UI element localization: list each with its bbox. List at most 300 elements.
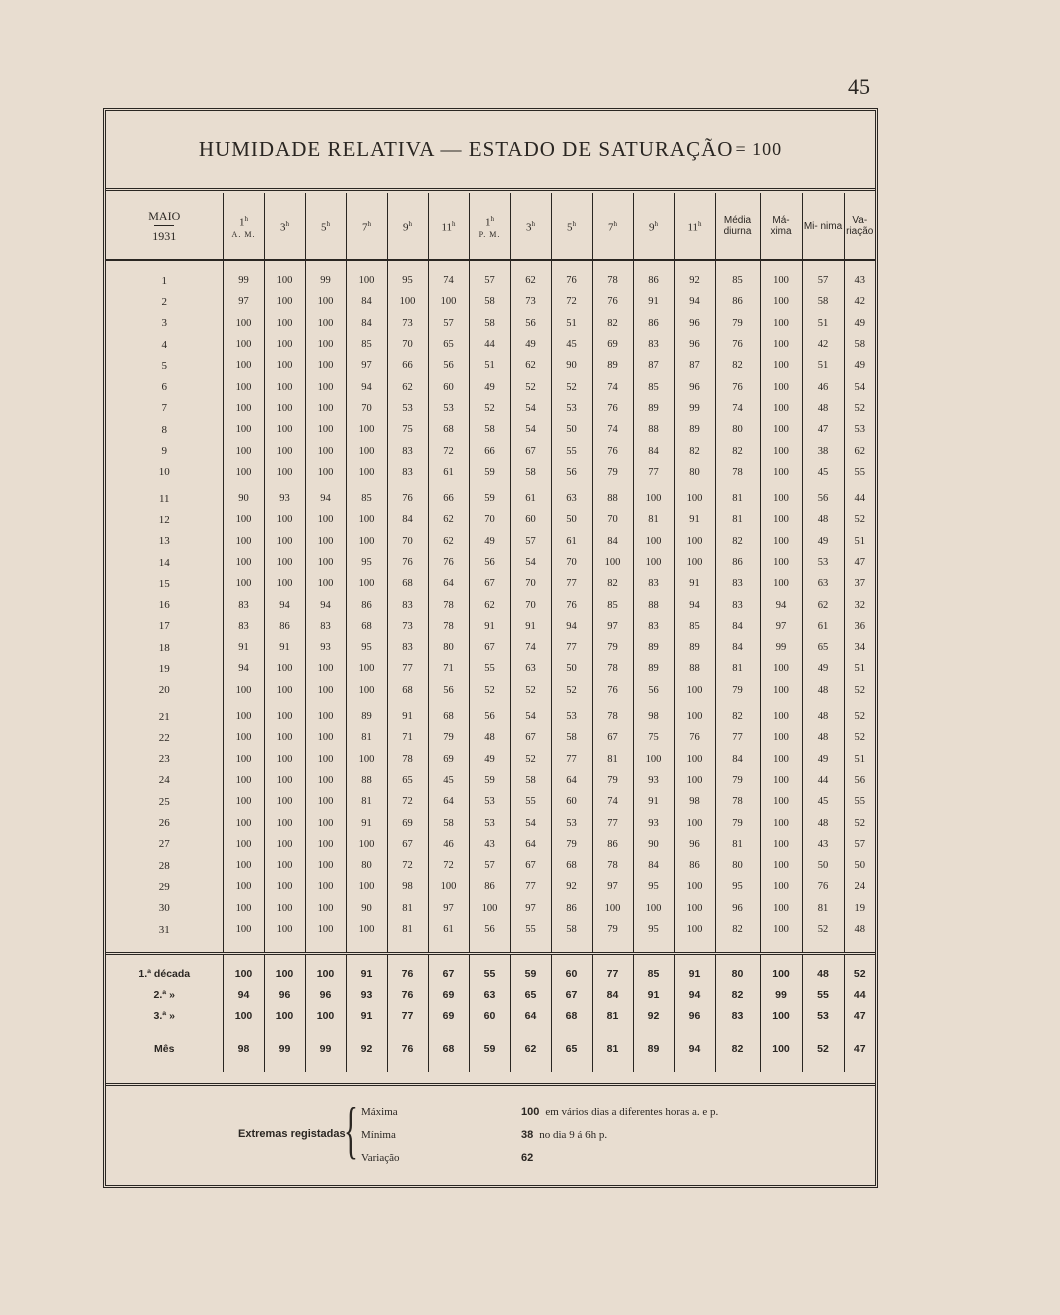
table-cell: 100 bbox=[760, 440, 802, 461]
table-cell: 81 bbox=[592, 1026, 633, 1072]
table-cell: 48 bbox=[802, 680, 844, 701]
table-cell: 100 bbox=[760, 488, 802, 509]
table-cell: 99 bbox=[760, 984, 802, 1005]
table-row bbox=[106, 898, 875, 919]
table-cell: 90 bbox=[551, 355, 592, 376]
table-cell: 100 bbox=[223, 770, 264, 791]
table-cell: 81 bbox=[715, 509, 760, 530]
table-cell: 91 bbox=[346, 812, 387, 833]
table-cell: 69 bbox=[428, 984, 469, 1005]
table-cell: 84 bbox=[715, 637, 760, 658]
table-cell: 69 bbox=[428, 1005, 469, 1026]
row-label: 31 bbox=[158, 923, 170, 936]
summary-row bbox=[106, 954, 875, 985]
table-cell: 92 bbox=[633, 1005, 674, 1026]
table-cell: 58 bbox=[469, 313, 510, 334]
table-cell: 80 bbox=[715, 855, 760, 876]
table-cell: 100 bbox=[674, 898, 715, 919]
table-row bbox=[106, 680, 875, 701]
table-cell: 100 bbox=[674, 488, 715, 509]
table-cell: 100 bbox=[305, 898, 346, 919]
table-cell: 50 bbox=[802, 855, 844, 876]
table-cell: 52 bbox=[469, 398, 510, 419]
table-cell: 83 bbox=[715, 594, 760, 615]
table-cell: 98 bbox=[674, 791, 715, 812]
table-cell: 61 bbox=[428, 919, 469, 954]
table-cell: 78 bbox=[592, 260, 633, 291]
table-cell: 76 bbox=[802, 876, 844, 897]
table-cell: 84 bbox=[387, 509, 428, 530]
table-cell: 61 bbox=[802, 616, 844, 637]
table-cell: 56 bbox=[469, 706, 510, 727]
table-cell: 100 bbox=[305, 419, 346, 440]
table-cell: 100 bbox=[760, 1005, 802, 1026]
table-cell: 79 bbox=[592, 919, 633, 954]
hour-label: 3 bbox=[526, 221, 532, 234]
table-cell: 86 bbox=[469, 876, 510, 897]
table-cell: 85 bbox=[715, 260, 760, 291]
hour-label: 5 bbox=[321, 221, 327, 234]
table-cell: 84 bbox=[346, 313, 387, 334]
table-cell: 91 bbox=[674, 573, 715, 594]
table-cell: 77 bbox=[592, 812, 633, 833]
table-cell: 81 bbox=[802, 898, 844, 919]
table-cell: 73 bbox=[387, 616, 428, 637]
table-cell: 92 bbox=[674, 260, 715, 291]
table-cell: 49 bbox=[469, 376, 510, 397]
table-cell: 85 bbox=[633, 376, 674, 397]
table-cell: 55 bbox=[551, 440, 592, 461]
stat-header: Má- xima bbox=[760, 193, 802, 260]
table-cell: 60 bbox=[551, 791, 592, 812]
table-cell: 85 bbox=[633, 954, 674, 985]
row-label: 16 bbox=[158, 599, 170, 612]
table-row bbox=[106, 749, 875, 770]
table-cell: 81 bbox=[387, 919, 428, 954]
table-cell: 100 bbox=[264, 812, 305, 833]
table-cell: 100 bbox=[760, 291, 802, 312]
title-main: HUMIDADE RELATIVA — ESTADO DE SATURAÇÃO bbox=[198, 137, 734, 161]
table-cell: 75 bbox=[387, 419, 428, 440]
table-cell: 100 bbox=[760, 552, 802, 573]
table-cell: 54 bbox=[510, 812, 551, 833]
table-cell: 75 bbox=[633, 727, 674, 748]
table-cell: 98 bbox=[223, 1026, 264, 1072]
table-cell: 81 bbox=[346, 727, 387, 748]
table-cell: 100 bbox=[346, 658, 387, 679]
table-cell: 56 bbox=[428, 680, 469, 701]
table-cell: 100 bbox=[223, 334, 264, 355]
table-cell: 59 bbox=[469, 488, 510, 509]
table-cell: 72 bbox=[428, 855, 469, 876]
table-cell: 100 bbox=[223, 749, 264, 770]
table-cell: 24 bbox=[844, 876, 875, 897]
table-cell: 97 bbox=[223, 291, 264, 312]
table-cell: 100 bbox=[674, 749, 715, 770]
table-cell: 89 bbox=[633, 658, 674, 679]
table-cell: 52 bbox=[802, 919, 844, 954]
table-row bbox=[106, 531, 875, 552]
table-cell: 100 bbox=[264, 419, 305, 440]
table-title bbox=[106, 111, 875, 191]
table-cell: 70 bbox=[346, 398, 387, 419]
table-cell: 94 bbox=[674, 984, 715, 1005]
table-cell: 96 bbox=[305, 984, 346, 1005]
table-cell: 47 bbox=[844, 552, 875, 573]
table-cell: 49 bbox=[802, 531, 844, 552]
table-cell: 47 bbox=[844, 1005, 875, 1026]
table-cell: 59 bbox=[469, 1026, 510, 1072]
table-cell: 100 bbox=[305, 509, 346, 530]
table-cell: 69 bbox=[428, 749, 469, 770]
hour-period: P. M. bbox=[478, 229, 501, 239]
table-cell: 96 bbox=[674, 1005, 715, 1026]
table-cell: 94 bbox=[760, 594, 802, 615]
table-cell: 94 bbox=[674, 594, 715, 615]
month-label: MAIO bbox=[148, 209, 181, 223]
table-cell: 94 bbox=[223, 984, 264, 1005]
table-cell: 93 bbox=[346, 984, 387, 1005]
table-row bbox=[106, 260, 875, 291]
table-cell: 100 bbox=[674, 706, 715, 727]
row-label: 1.ª década bbox=[106, 954, 223, 985]
table-cell: 100 bbox=[264, 855, 305, 876]
table-cell: 81 bbox=[715, 658, 760, 679]
table-cell: 76 bbox=[387, 954, 428, 985]
table-cell: 87 bbox=[633, 355, 674, 376]
hour-label: 11 bbox=[687, 221, 699, 234]
table-cell: 100 bbox=[760, 749, 802, 770]
table-cell: 48 bbox=[802, 812, 844, 833]
table-cell: 100 bbox=[760, 791, 802, 812]
table-cell: 58 bbox=[802, 291, 844, 312]
table-cell: 100 bbox=[633, 552, 674, 573]
table-cell: 88 bbox=[674, 658, 715, 679]
table-cell: 62 bbox=[510, 355, 551, 376]
table-cell: 70 bbox=[469, 509, 510, 530]
row-label: 18 bbox=[158, 641, 170, 654]
table-cell: 95 bbox=[715, 876, 760, 897]
table-cell: 100 bbox=[760, 313, 802, 334]
table-cell: 48 bbox=[844, 919, 875, 954]
humidity-table bbox=[106, 193, 875, 1072]
extreme-min-note: no dia 9 á 6h p. bbox=[539, 1129, 608, 1141]
table-cell: 53 bbox=[469, 791, 510, 812]
table-cell: 100 bbox=[674, 531, 715, 552]
row-label: 10 bbox=[158, 466, 170, 479]
table-cell: 100 bbox=[223, 954, 264, 985]
table-cell: 100 bbox=[674, 876, 715, 897]
table-cell: 99 bbox=[760, 637, 802, 658]
extreme-max-row bbox=[361, 1106, 718, 1118]
table-cell: 84 bbox=[592, 984, 633, 1005]
table-cell: 78 bbox=[428, 616, 469, 637]
row-label: 15 bbox=[158, 577, 170, 590]
table-cell: 97 bbox=[346, 355, 387, 376]
table-cell: 53 bbox=[428, 398, 469, 419]
table-cell: 100 bbox=[305, 658, 346, 679]
table-cell: 68 bbox=[551, 1005, 592, 1026]
table-cell: 100 bbox=[760, 376, 802, 397]
extreme-min-name: Mínima bbox=[361, 1129, 396, 1141]
table-cell: 100 bbox=[223, 919, 264, 954]
table-cell: 91 bbox=[510, 616, 551, 637]
table-cell: 65 bbox=[428, 334, 469, 355]
table-cell: 86 bbox=[715, 291, 760, 312]
table-cell: 63 bbox=[802, 573, 844, 594]
table-cell: 100 bbox=[760, 462, 802, 483]
table-cell: 100 bbox=[223, 1005, 264, 1026]
hour-header: 7$^h$ bbox=[592, 193, 633, 260]
table-row bbox=[106, 419, 875, 440]
table-row bbox=[106, 509, 875, 530]
table-cell: 52 bbox=[551, 680, 592, 701]
table-cell: 53 bbox=[551, 706, 592, 727]
table-cell: 77 bbox=[715, 727, 760, 748]
table-cell: 91 bbox=[346, 1005, 387, 1026]
table-cell: 100 bbox=[760, 834, 802, 855]
table-cell: 79 bbox=[592, 462, 633, 483]
table-cell: 68 bbox=[428, 706, 469, 727]
table-cell: 82 bbox=[715, 1026, 760, 1072]
hour-label: 9 bbox=[403, 221, 409, 234]
table-cell: 100 bbox=[223, 398, 264, 419]
table-cell: 89 bbox=[633, 398, 674, 419]
table-cell: 43 bbox=[469, 834, 510, 855]
table-cell: 71 bbox=[428, 658, 469, 679]
table-cell: 84 bbox=[633, 440, 674, 461]
table-cell: 90 bbox=[633, 834, 674, 855]
hour-header: 1$^h$ A. M. bbox=[223, 193, 264, 260]
table-cell: 76 bbox=[715, 376, 760, 397]
table-cell: 52 bbox=[551, 376, 592, 397]
table-cell: 60 bbox=[510, 509, 551, 530]
table-cell: 100 bbox=[760, 812, 802, 833]
row-label: 14 bbox=[158, 556, 170, 569]
table-cell: 49 bbox=[469, 749, 510, 770]
table-cell: 43 bbox=[844, 260, 875, 291]
table-cell: 44 bbox=[844, 488, 875, 509]
table-cell: 68 bbox=[428, 419, 469, 440]
table-row bbox=[106, 770, 875, 791]
table-cell: 88 bbox=[633, 594, 674, 615]
table-cell: 76 bbox=[551, 594, 592, 615]
table-cell: 100 bbox=[305, 376, 346, 397]
table-cell: 100 bbox=[674, 919, 715, 954]
table-cell: 100 bbox=[264, 680, 305, 701]
table-row bbox=[106, 291, 875, 312]
table-cell: 57 bbox=[844, 834, 875, 855]
table-cell: 83 bbox=[633, 616, 674, 637]
row-label: 20 bbox=[158, 684, 170, 697]
table-cell: 59 bbox=[469, 770, 510, 791]
table-row bbox=[106, 727, 875, 748]
table-cell: 51 bbox=[844, 658, 875, 679]
table-cell: 79 bbox=[715, 770, 760, 791]
table-cell: 99 bbox=[264, 1026, 305, 1072]
table-cell: 100 bbox=[305, 954, 346, 985]
table-cell: 66 bbox=[469, 440, 510, 461]
table-cell: 100 bbox=[760, 1026, 802, 1072]
table-cell: 56 bbox=[802, 488, 844, 509]
table-cell: 100 bbox=[305, 770, 346, 791]
table-cell: 100 bbox=[264, 376, 305, 397]
extreme-max-name: Máxima bbox=[361, 1106, 398, 1118]
table-cell: 100 bbox=[387, 291, 428, 312]
table-cell: 53 bbox=[387, 398, 428, 419]
table-cell: 50 bbox=[551, 509, 592, 530]
table-cell: 100 bbox=[264, 334, 305, 355]
table-cell: 100 bbox=[760, 658, 802, 679]
table-cell: 34 bbox=[844, 637, 875, 658]
table-cell: 84 bbox=[592, 531, 633, 552]
table-cell: 58 bbox=[510, 770, 551, 791]
table-cell: 100 bbox=[469, 898, 510, 919]
row-label: 3.ª » bbox=[153, 1009, 175, 1022]
row-label: 21 bbox=[158, 710, 170, 723]
table-cell: 86 bbox=[551, 898, 592, 919]
table-cell: 82 bbox=[674, 440, 715, 461]
table-cell: 81 bbox=[346, 791, 387, 812]
extreme-min-value: 38 bbox=[521, 1129, 534, 1141]
table-cell: 97 bbox=[510, 898, 551, 919]
table-cell: 51 bbox=[844, 531, 875, 552]
table-cell: 100 bbox=[760, 531, 802, 552]
table-cell: 85 bbox=[346, 488, 387, 509]
table-cell: 57 bbox=[469, 260, 510, 291]
table-cell: 91 bbox=[674, 954, 715, 985]
table-cell: 79 bbox=[428, 727, 469, 748]
table-cell: 100 bbox=[264, 749, 305, 770]
table-cell: 52 bbox=[510, 376, 551, 397]
table-cell: 100 bbox=[223, 727, 264, 748]
table-cell: 49 bbox=[844, 355, 875, 376]
table-cell: 94 bbox=[305, 488, 346, 509]
table-cell: 74 bbox=[592, 376, 633, 397]
table-cell: 61 bbox=[551, 531, 592, 552]
table-row bbox=[106, 919, 875, 954]
table-cell: 100 bbox=[592, 898, 633, 919]
table-cell: 84 bbox=[633, 855, 674, 876]
table-cell: 90 bbox=[223, 488, 264, 509]
table-cell: 95 bbox=[633, 876, 674, 897]
extreme-max-note: em vários dias a diferentes horas a. e p. bbox=[545, 1106, 719, 1118]
table-cell: 52 bbox=[510, 749, 551, 770]
row-label: 19 bbox=[158, 662, 170, 675]
table-cell: 93 bbox=[633, 812, 674, 833]
table-cell: 51 bbox=[469, 355, 510, 376]
table-cell: 53 bbox=[802, 552, 844, 573]
table-cell: 78 bbox=[592, 706, 633, 727]
table-cell: 100 bbox=[223, 552, 264, 573]
row-label: 23 bbox=[158, 753, 170, 766]
table-cell: 77 bbox=[551, 637, 592, 658]
table-cell: 94 bbox=[223, 658, 264, 679]
table-cell: 100 bbox=[305, 440, 346, 461]
table-cell: 32 bbox=[844, 594, 875, 615]
hour-label: 3 bbox=[280, 221, 286, 234]
table-cell: 62 bbox=[428, 531, 469, 552]
table-cell: 100 bbox=[264, 440, 305, 461]
table-cell: 83 bbox=[633, 334, 674, 355]
table-cell: 55 bbox=[510, 791, 551, 812]
table-cell: 100 bbox=[305, 355, 346, 376]
table-cell: 82 bbox=[715, 531, 760, 552]
table-cell: 76 bbox=[428, 552, 469, 573]
table-body bbox=[106, 260, 875, 1072]
table-cell: 83 bbox=[715, 573, 760, 594]
table-cell: 76 bbox=[592, 440, 633, 461]
table-cell: 56 bbox=[551, 462, 592, 483]
table-cell: 100 bbox=[305, 552, 346, 573]
table-cell: 64 bbox=[551, 770, 592, 791]
table-cell: 100 bbox=[674, 812, 715, 833]
table-cell: 45 bbox=[802, 791, 844, 812]
table-cell: 49 bbox=[844, 313, 875, 334]
table-cell: 62 bbox=[802, 594, 844, 615]
table-cell: 100 bbox=[305, 1005, 346, 1026]
table-cell: 68 bbox=[428, 1026, 469, 1072]
table-cell: 83 bbox=[223, 616, 264, 637]
table-cell: 100 bbox=[305, 706, 346, 727]
table-cell: 69 bbox=[592, 334, 633, 355]
row-label: 1 bbox=[161, 274, 167, 287]
table-cell: 56 bbox=[428, 355, 469, 376]
hour-header: 5$^h$ bbox=[305, 193, 346, 260]
table-row bbox=[106, 355, 875, 376]
table-cell: 100 bbox=[760, 919, 802, 954]
hour-label: 7 bbox=[608, 221, 614, 234]
table-cell: 54 bbox=[510, 398, 551, 419]
table-cell: 81 bbox=[715, 488, 760, 509]
table-row bbox=[106, 594, 875, 615]
table-row bbox=[106, 552, 875, 573]
table-cell: 70 bbox=[592, 509, 633, 530]
summary-row bbox=[106, 984, 875, 1005]
table-cell: 76 bbox=[715, 334, 760, 355]
table-cell: 62 bbox=[844, 440, 875, 461]
table-cell: 56 bbox=[633, 680, 674, 701]
table-cell: 79 bbox=[715, 313, 760, 334]
table-cell: 67 bbox=[469, 637, 510, 658]
table-cell: 100 bbox=[428, 876, 469, 897]
table-cell: 100 bbox=[305, 834, 346, 855]
table-cell: 92 bbox=[346, 1026, 387, 1072]
table-row bbox=[106, 637, 875, 658]
table-cell: 56 bbox=[469, 919, 510, 954]
table-cell: 99 bbox=[674, 398, 715, 419]
brace-icon: { bbox=[344, 1094, 358, 1165]
table-cell: 100 bbox=[264, 313, 305, 334]
table-cell: 54 bbox=[510, 706, 551, 727]
table-cell: 52 bbox=[844, 812, 875, 833]
table-cell: 47 bbox=[844, 1026, 875, 1072]
row-label: 12 bbox=[158, 513, 170, 526]
row-label: 17 bbox=[158, 620, 170, 633]
table-cell: 81 bbox=[633, 509, 674, 530]
table-cell: 76 bbox=[387, 552, 428, 573]
table-cell: 77 bbox=[551, 749, 592, 770]
row-label: 9 bbox=[161, 445, 167, 458]
table-cell: 100 bbox=[760, 680, 802, 701]
table-cell: 57 bbox=[802, 260, 844, 291]
table-cell: 56 bbox=[469, 552, 510, 573]
table-cell: 57 bbox=[469, 855, 510, 876]
table-cell: 50 bbox=[844, 855, 875, 876]
table-cell: 78 bbox=[387, 749, 428, 770]
table-cell: 58 bbox=[510, 462, 551, 483]
table-cell: 83 bbox=[715, 1005, 760, 1026]
